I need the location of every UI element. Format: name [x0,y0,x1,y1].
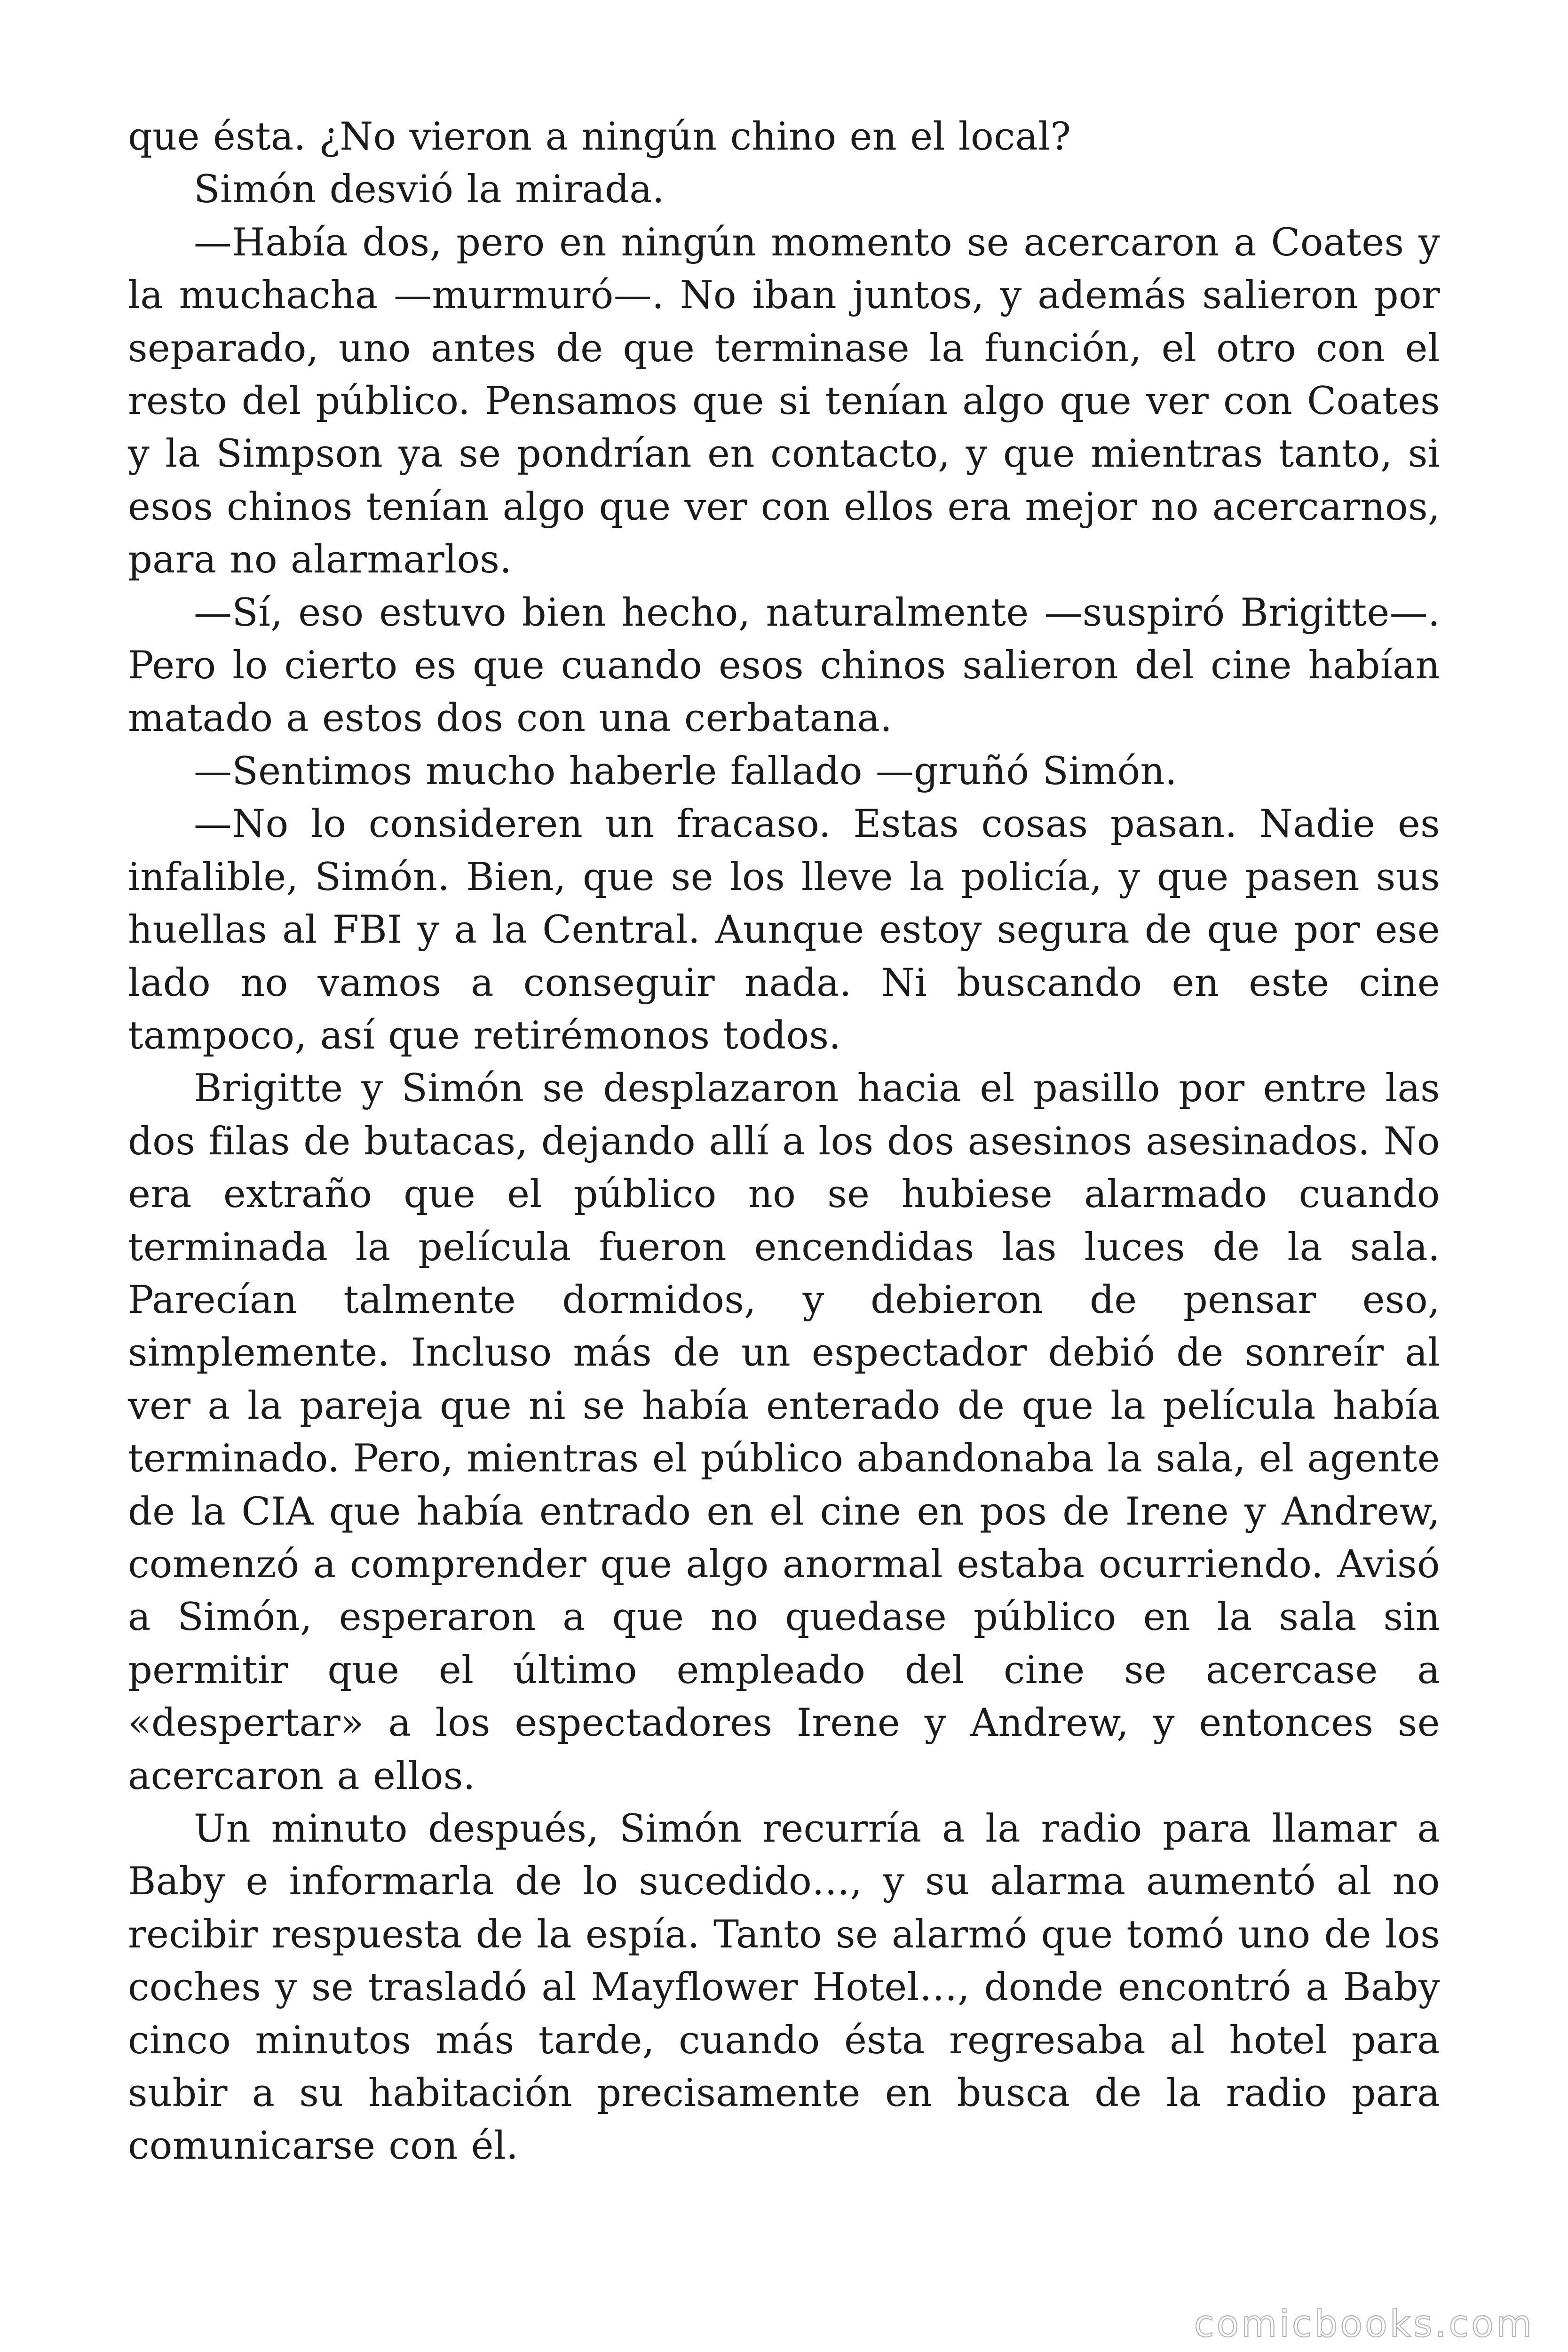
paragraph: —Sentimos mucho haberle fallado —gruñó Simón. [194,749,1178,794]
paragraph: —Había dos, pero en ningún momento se acercaron a Coates y la muchacha —murmuró—. No iban juntos, y además salieron por separado, uno antes de que terminase la función, el otro con el resto del público. Pensamos que si tenían algo que ver con Coates y la Simpson ya se pondrían en contacto, y que mientras tanto, si esos chinos tenían algo que ver con ellos era mejor no acercarnos, para no alarmarlos. [128,220,1440,582]
paragraph: Brigitte y Simón se desplazaron hacia el pasillo por entre las dos filas de butacas, dejando allí a los dos asesinos asesinados. No era extraño que el público no se hubiese alarmado cuando terminada la película fueron encendidas las luces de la sala. Parecían talmente dormidos, y debieron de pensar eso, simplemente. Incluso más de un espectador debió de sonreír al ver a la pareja que ni se había enterado de que la película había terminado. Pero, mientras el público abandonaba la sala, el agente de la CIA que había entrado en el cine en pos de Irene y Andrew, comenzó a comprender que algo anormal estaba ocurriendo. Avisó a Simón, esperaron a que no quedase público en la sala sin permitir que el último empleado del cine se acercase a «despertar» a los espectadores Irene y Andrew, y entonces se acercaron a ellos. [128,1066,1440,1798]
paragraph: —Sí, eso estuvo bien hecho, naturalmente —suspiró Brigitte—. Pero lo cierto es que cuando esos chinos salieron del cine habían matado a estos dos con una cerbatana. [128,590,1440,741]
paragraph: Simón desvió la mirada. [194,167,665,212]
paragraph: —No lo consideren un fracaso. Estas cosas pasan. Nadie es infalible, Simón. Bien, que se los lleve la policía, y que pasen sus huellas al FBI y a la Central. Aunque estoy segura de que por ese lado no vamos a conseguir nada. Ni buscando en este cine tampoco, así que retirémonos todos. [128,802,1440,1058]
paragraph: Un minuto después, Simón recurría a la radio para llamar a Baby e informarla de lo sucedido…, y su alarma aumentó al no recibir respuesta de la espía. Tanto se alarmó que tomó uno de los coches y se trasladó al Mayflower Hotel…, donde encontró a Baby cinco minutos más tarde, cuando ésta regresaba al hotel para subir a su habitación precisamente en busca de la radio para comunicarse con él. [128,1807,1440,2169]
page-body [128,111,1440,2173]
paragraph-continuation: que ésta. ¿No vieron a ningún chino en el local? [128,115,1071,159]
watermark: comicbooks.com [1194,2303,1534,2345]
